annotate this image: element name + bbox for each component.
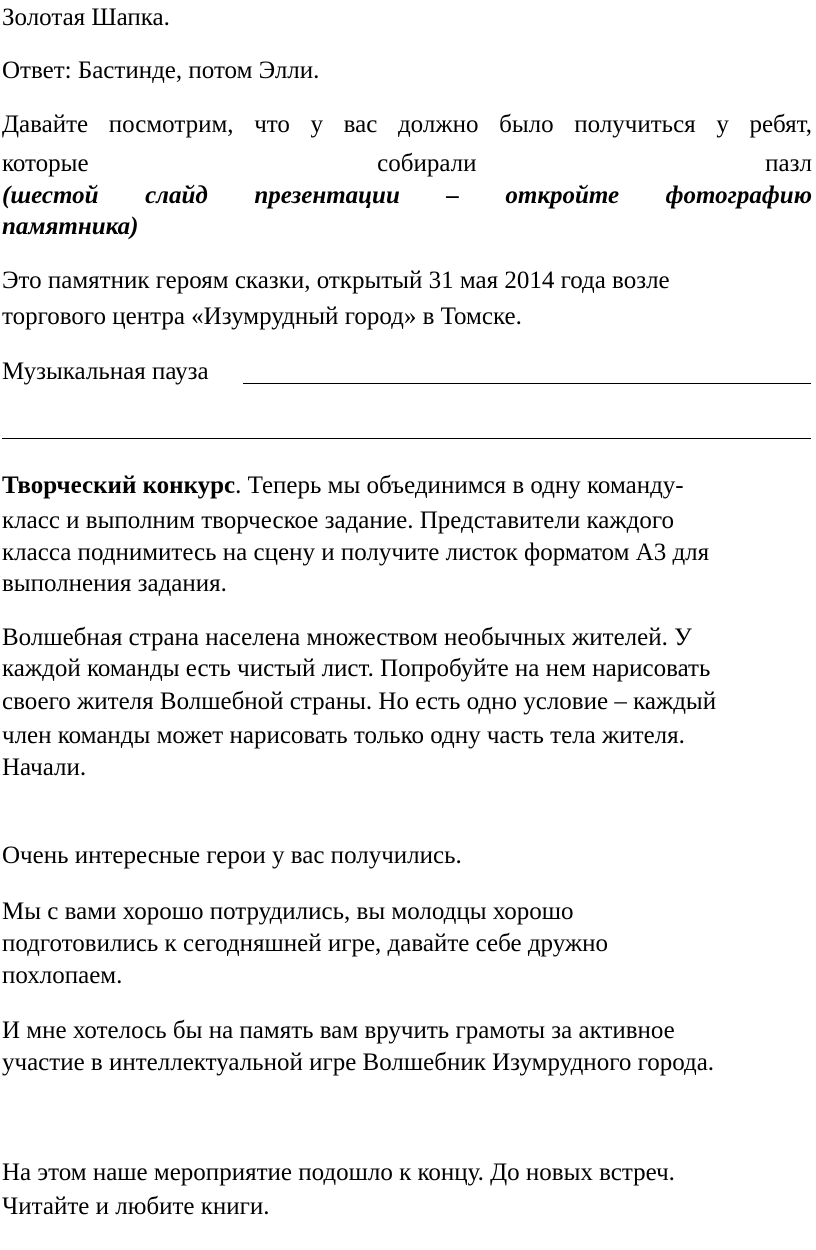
blank-line-2 — [2, 438, 811, 439]
line-slide-note-1: (шестой слайд презентации – откройте фотографию — [2, 182, 812, 209]
line-contest-4: выполнения задания. — [2, 570, 227, 597]
line-puzzle-2: которые собирали пазл — [2, 150, 812, 177]
line-slide-note-2: памятника) — [2, 213, 139, 240]
line-country-3: своего жителя Волшебной страны. Но есть одно условие – каждый — [2, 688, 717, 715]
blank-line-1 — [243, 383, 811, 384]
line-monument-1: Это памятник героям сказки, открытый 31 мая 2014 года возле — [2, 267, 670, 294]
line-answer: Ответ: Бастинде, потом Элли. — [2, 57, 320, 84]
line-monument-2: торгового центра «Изумрудный город» в Томске. — [2, 303, 522, 330]
line-closing-2: Читайте и любите книги. — [2, 1193, 270, 1220]
line-certificates-1: И мне хотелось бы на память вам вручить грамоты за активное — [2, 1017, 675, 1044]
line-country-1: Волшебная страна населена множеством необычных жителей. У — [2, 624, 692, 651]
line-country-2: каждой команды есть чистый лист. Попробуйте на нем нарисовать — [2, 655, 711, 682]
line-country-4: член команды может нарисовать только одну часть тела жителя. — [2, 722, 685, 749]
line-music-pause: Музыкальная пауза — [2, 358, 209, 385]
line-puzzle-1: Давайте посмотрим, что у вас должно было получиться у ребят, — [2, 111, 812, 138]
line-contest-2: класс и выполним творческое задание. Представители каждого — [2, 507, 674, 534]
line-contest-1: Творческий конкурс. Теперь мы объединимся в одну команду- — [2, 472, 684, 499]
line-contest-3: класса поднимитесь на сцену и получите листок форматом А3 для — [2, 539, 710, 566]
line-praise-1: Мы с вами хорошо потрудились, вы молодцы хорошо — [2, 898, 574, 925]
line-answer-title: Золотая Шапка. — [2, 4, 170, 31]
line-closing-1: На этом наше мероприятие подошло к концу. До новых встреч. — [2, 1159, 675, 1186]
line-praise-3: похлопаем. — [2, 962, 123, 989]
line-heroes: Очень интересные герои у вас получились. — [2, 842, 462, 869]
line-praise-2: подготовились к сегодняшней игре, давайте себе дружно — [2, 930, 609, 957]
line-country-5: Начали. — [2, 754, 87, 781]
line-certificates-2: участие в интеллектуальной игре Волшебник Изумрудного города. — [2, 1049, 715, 1076]
